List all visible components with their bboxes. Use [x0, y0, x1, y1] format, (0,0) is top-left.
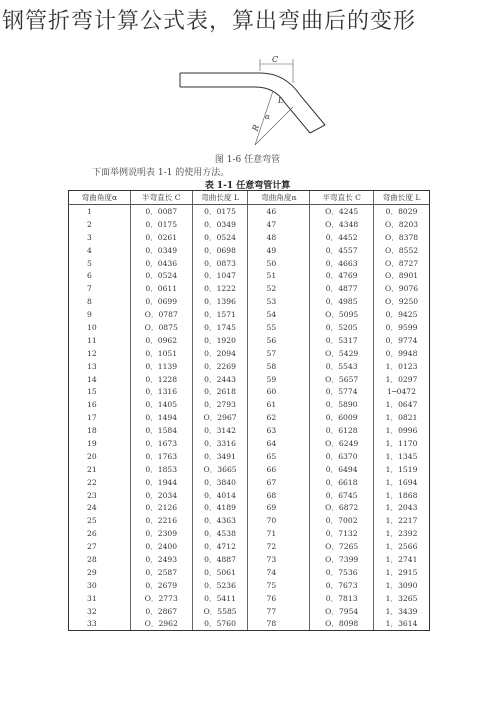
cell-angle: 33 [69, 618, 131, 631]
cell-bend-length: 1．2566 [374, 540, 430, 553]
cell-angle: 70 [248, 514, 310, 527]
cell-angle: 60 [248, 385, 310, 398]
cell-half-straight: 0．1494 [130, 411, 192, 424]
cell-half-straight: 0．5890 [310, 398, 374, 411]
table-row [69, 218, 430, 231]
cell-angle: 59 [248, 373, 310, 386]
table-row [69, 334, 430, 347]
header-half-straight-left: 半弯直长 C [130, 191, 192, 205]
table-row [69, 269, 430, 282]
table-row [69, 321, 430, 334]
cell-bend-length: 1─0472 [374, 385, 430, 398]
table-row [69, 282, 430, 295]
cell-half-straight: O．8098 [310, 618, 374, 631]
cell-half-straight: O．0787 [130, 308, 192, 321]
table-header-row [69, 191, 430, 205]
cell-bend-length: 0．3491 [192, 450, 248, 463]
cell-half-straight: 0．5205 [310, 321, 374, 334]
cell-half-straight: 0．6494 [310, 463, 374, 476]
cell-angle: 27 [69, 540, 131, 553]
cell-angle: 11 [69, 334, 131, 347]
cell-angle: 6 [69, 269, 131, 282]
cell-half-straight: 0．1051 [130, 347, 192, 360]
bend-outer-edge [260, 73, 325, 125]
cell-bend-length: 0．2269 [192, 360, 248, 373]
cell-angle: 20 [69, 450, 131, 463]
cell-half-straight: 0．7002 [310, 514, 374, 527]
table-row [69, 385, 430, 398]
cell-half-straight: O．4348 [310, 218, 374, 231]
cell-half-straight: O．4245 [310, 205, 374, 218]
cell-bend-length: 0．1222 [192, 282, 248, 295]
table-row [69, 244, 430, 257]
header-angle-left: 弯曲角度α [69, 191, 131, 205]
cell-bend-length: 0．1047 [192, 269, 248, 282]
cell-half-straight: 0．5543 [310, 360, 374, 373]
table-row [69, 257, 430, 270]
cell-angle: 76 [248, 592, 310, 605]
cell-half-straight: 0．4557 [310, 244, 374, 257]
cell-bend-length: 1．0123 [374, 360, 430, 373]
cell-half-straight: 0．7132 [310, 527, 374, 540]
cell-half-straight: 0．2679 [130, 579, 192, 592]
cell-half-straight: O．5095 [310, 308, 374, 321]
table-row [69, 592, 430, 605]
table-row [69, 501, 430, 514]
cell-half-straight: O．0875 [130, 321, 192, 334]
cell-bend-length: 0．4538 [192, 527, 248, 540]
cell-half-straight: 0．1763 [130, 450, 192, 463]
cell-bend-length: 0．0873 [192, 257, 248, 270]
cell-half-straight: 0．2216 [130, 514, 192, 527]
cell-half-straight: 0．2034 [130, 489, 192, 502]
cell-half-straight: O．2773 [130, 592, 192, 605]
cell-bend-length: 0．0349 [192, 218, 248, 231]
cell-angle: 74 [248, 566, 310, 579]
cell-half-straight: O．7265 [310, 540, 374, 553]
figure-caption: 图 1-6 任意弯管 [214, 155, 281, 165]
cell-angle: 2 [69, 218, 131, 231]
table-row [69, 424, 430, 437]
cell-angle: 62 [248, 411, 310, 424]
label-c: C [272, 55, 279, 64]
label-l: L [278, 96, 284, 105]
cell-bend-length: 0．9948 [374, 347, 430, 360]
cell-angle: 13 [69, 360, 131, 373]
cell-angle: 68 [248, 489, 310, 502]
cell-angle: 26 [69, 527, 131, 540]
cell-half-straight: 0．1316 [130, 385, 192, 398]
cell-bend-length: 1．0821 [374, 411, 430, 424]
cell-bend-length: 0．2618 [192, 385, 248, 398]
table-row [69, 489, 430, 502]
cell-angle: 12 [69, 347, 131, 360]
cell-bend-length: 0．4363 [192, 514, 248, 527]
cell-angle: 71 [248, 527, 310, 540]
cell-bend-length: 1．3439 [374, 605, 430, 618]
cell-half-straight: O．6249 [310, 437, 374, 450]
cell-half-straight: 0．1944 [130, 476, 192, 489]
cell-angle: 32 [69, 605, 131, 618]
cell-bend-length: O．8727 [374, 257, 430, 270]
cell-bend-length: 1．0647 [374, 398, 430, 411]
cell-angle: 14 [69, 373, 131, 386]
cell-bend-length: O．8552 [374, 244, 430, 257]
bend-inner-edge [255, 87, 310, 133]
cell-angle: 78 [248, 618, 310, 631]
cell-bend-length: 0．3316 [192, 437, 248, 450]
table-row [69, 540, 430, 553]
cell-angle: 25 [69, 514, 131, 527]
cell-half-straight: 0．6618 [310, 476, 374, 489]
cell-angle: 53 [248, 295, 310, 308]
cell-bend-length: 1．3265 [374, 592, 430, 605]
table-row [69, 398, 430, 411]
cell-half-straight: 0．7536 [310, 566, 374, 579]
cell-angle: 29 [69, 566, 131, 579]
cell-angle: 21 [69, 463, 131, 476]
cell-bend-length: 0．9425 [374, 308, 430, 321]
cell-angle: 3 [69, 231, 131, 244]
cell-half-straight: O．6872 [310, 501, 374, 514]
cell-half-straight: 0．6009 [310, 411, 374, 424]
cell-angle: 58 [248, 360, 310, 373]
cell-half-straight: 0．2126 [130, 501, 192, 514]
cell-angle: 77 [248, 605, 310, 618]
cell-bend-length: 1．2915 [374, 566, 430, 579]
cell-bend-length: 1．1519 [374, 463, 430, 476]
cell-angle: 57 [248, 347, 310, 360]
cell-bend-length: O．2967 [192, 411, 248, 424]
cell-half-straight: 0．1228 [130, 373, 192, 386]
cell-bend-length: 0．4014 [192, 489, 248, 502]
cell-angle: 31 [69, 592, 131, 605]
cell-bend-length: 0．5236 [192, 579, 248, 592]
cell-half-straight: 0．2309 [130, 527, 192, 540]
header-bend-length-right: 弯曲长度 L [374, 191, 430, 205]
cell-angle: 4 [69, 244, 131, 257]
cell-half-straight: 0．4877 [310, 282, 374, 295]
cell-half-straight: 0．1853 [130, 463, 192, 476]
cell-half-straight: 0．1673 [130, 437, 192, 450]
table-row [69, 566, 430, 579]
header-angle-right: 弯曲角度α [248, 191, 310, 205]
cell-half-straight: 0．7673 [310, 579, 374, 592]
cell-bend-length: 1．2217 [374, 514, 430, 527]
table-row [69, 618, 430, 631]
label-r: R [250, 123, 262, 133]
cell-angle: 7 [69, 282, 131, 295]
cell-half-straight: 0．0349 [130, 244, 192, 257]
cell-angle: 16 [69, 398, 131, 411]
table-row [69, 360, 430, 373]
cell-bend-length: O．9250 [374, 295, 430, 308]
cell-bend-length: 0．1920 [192, 334, 248, 347]
cell-bend-length: 1．0297 [374, 373, 430, 386]
cell-half-straight: 0．2867 [130, 605, 192, 618]
cell-half-straight: 0．2400 [130, 540, 192, 553]
bend-end-edge [310, 125, 325, 133]
cell-angle: 64 [248, 437, 310, 450]
label-alpha: α [265, 113, 270, 121]
cell-half-straight: O．7399 [310, 553, 374, 566]
table-row [69, 463, 430, 476]
cell-bend-length: 0．3840 [192, 476, 248, 489]
cell-half-straight: 0．4985 [310, 295, 374, 308]
cell-bend-length: 0．9599 [374, 321, 430, 334]
table-row [69, 411, 430, 424]
table-row [69, 527, 430, 540]
cell-half-straight: 0．5774 [310, 385, 374, 398]
cell-angle: 56 [248, 334, 310, 347]
cell-bend-length: 0．0524 [192, 231, 248, 244]
cell-half-straight: 0．6128 [310, 424, 374, 437]
cell-bend-length: 1．1170 [374, 437, 430, 450]
cell-angle: 10 [69, 321, 131, 334]
cell-bend-length: 0．4712 [192, 540, 248, 553]
cell-half-straight: 0．6370 [310, 450, 374, 463]
cell-bend-length: 0．3142 [192, 424, 248, 437]
cell-bend-length: O．5585 [192, 605, 248, 618]
cell-angle: 28 [69, 553, 131, 566]
table-row [69, 308, 430, 321]
cell-half-straight: 0．0087 [130, 205, 192, 218]
cell-bend-length: 0．2094 [192, 347, 248, 360]
cell-angle: 1 [69, 205, 131, 218]
cell-angle: 24 [69, 501, 131, 514]
table-row [69, 437, 430, 450]
table-title: 表 1-1 任意弯管计算 [204, 181, 291, 191]
cell-angle: 48 [248, 231, 310, 244]
cell-bend-length: 1．2043 [374, 501, 430, 514]
cell-bend-length: 1．0996 [374, 424, 430, 437]
cell-bend-length: 1．1694 [374, 476, 430, 489]
cell-bend-length: 0．5411 [192, 592, 248, 605]
cell-angle: 66 [248, 463, 310, 476]
cell-angle: 19 [69, 437, 131, 450]
cell-angle: 46 [248, 205, 310, 218]
cell-half-straight: 0．0699 [130, 295, 192, 308]
table-row [69, 605, 430, 618]
cell-bend-length: O．3665 [192, 463, 248, 476]
cell-half-straight: 0．1139 [130, 360, 192, 373]
cell-angle: 17 [69, 411, 131, 424]
cell-angle: 61 [248, 398, 310, 411]
cell-angle: 9 [69, 308, 131, 321]
cell-bend-length: 0．5061 [192, 566, 248, 579]
cell-angle: 69 [248, 501, 310, 514]
cell-half-straight: 0．0611 [130, 282, 192, 295]
table-row [69, 347, 430, 360]
cell-half-straight: 0．2587 [130, 566, 192, 579]
table-row [69, 553, 430, 566]
cell-half-straight: 0．0175 [130, 218, 192, 231]
cell-half-straight: 0．0261 [130, 231, 192, 244]
cell-bend-length: 0．8029 [374, 205, 430, 218]
table-row [69, 514, 430, 527]
cell-half-straight: 0．2493 [130, 553, 192, 566]
cell-angle: 73 [248, 553, 310, 566]
cell-half-straight: O．5429 [310, 347, 374, 360]
cell-angle: 49 [248, 244, 310, 257]
page-headline: 钢管折弯计算公式表，算出弯曲后的变形 [2, 9, 417, 34]
cell-bend-length: 0．1571 [192, 308, 248, 321]
cell-angle: 51 [248, 269, 310, 282]
cell-bend-length: 0．4887 [192, 553, 248, 566]
cell-angle: 18 [69, 424, 131, 437]
cell-half-straight: O．7954 [310, 605, 374, 618]
header-half-straight-right: 半弯直长 C [310, 191, 374, 205]
cell-half-straight: 0．0436 [130, 257, 192, 270]
cell-half-straight: 0．1405 [130, 398, 192, 411]
cell-bend-length: 0．1745 [192, 321, 248, 334]
cell-half-straight: 0．4452 [310, 231, 374, 244]
cell-half-straight: 0．0524 [130, 269, 192, 282]
cell-bend-length: O．9076 [374, 282, 430, 295]
cell-angle: 22 [69, 476, 131, 489]
cell-angle: 55 [248, 321, 310, 334]
cell-bend-length: O．8203 [374, 218, 430, 231]
cell-angle: 65 [248, 450, 310, 463]
bend-pipe-diagram [175, 55, 335, 155]
cell-half-straight: 0．4769 [310, 269, 374, 282]
cell-angle: 52 [248, 282, 310, 295]
cell-bend-length: O．8901 [374, 269, 430, 282]
table-row [69, 205, 430, 218]
cell-angle: 47 [248, 218, 310, 231]
cell-bend-length: 1．1868 [374, 489, 430, 502]
cell-half-straight: 0．1584 [130, 424, 192, 437]
cell-bend-length: 0．4189 [192, 501, 248, 514]
cell-half-straight: O．2962 [130, 618, 192, 631]
cell-bend-length: 0．2443 [192, 373, 248, 386]
intro-text: 下面举例说明表 1-1 的使用方法。 [92, 168, 230, 178]
table-row [69, 373, 430, 386]
cell-angle: 23 [69, 489, 131, 502]
cell-bend-length: 0．1396 [192, 295, 248, 308]
cell-angle: 54 [248, 308, 310, 321]
cell-angle: 8 [69, 295, 131, 308]
cell-angle: 15 [69, 385, 131, 398]
cell-angle: 67 [248, 476, 310, 489]
table-row [69, 231, 430, 244]
cell-bend-length: 0．0175 [192, 205, 248, 218]
cell-bend-length: 0．2793 [192, 398, 248, 411]
cell-bend-length: 0．9774 [374, 334, 430, 347]
table-row [69, 476, 430, 489]
cell-half-straight: O．5657 [310, 373, 374, 386]
table-row [69, 579, 430, 592]
cell-angle: 50 [248, 257, 310, 270]
cell-angle: 75 [248, 579, 310, 592]
cell-bend-length: 0．5760 [192, 618, 248, 631]
table-row [69, 450, 430, 463]
table-row [69, 295, 430, 308]
cell-bend-length: 0．0698 [192, 244, 248, 257]
cell-angle: 5 [69, 257, 131, 270]
cell-angle: 72 [248, 540, 310, 553]
bend-calc-table [68, 190, 430, 631]
cell-bend-length: 1．2741 [374, 553, 430, 566]
cell-bend-length: 1．3614 [374, 618, 430, 631]
cell-bend-length: 1．3090 [374, 579, 430, 592]
cell-angle: 30 [69, 579, 131, 592]
cell-bend-length: 1．1345 [374, 450, 430, 463]
cell-bend-length: O．8378 [374, 231, 430, 244]
cell-half-straight: 0．4663 [310, 257, 374, 270]
cell-half-straight: 0．5317 [310, 334, 374, 347]
cell-half-straight: 0．7813 [310, 592, 374, 605]
cell-half-straight: 0．0962 [130, 334, 192, 347]
cell-angle: 63 [248, 424, 310, 437]
cell-bend-length: 1．2392 [374, 527, 430, 540]
header-bend-length-left: 弯曲长度 L [192, 191, 248, 205]
cell-half-straight: 0．6745 [310, 489, 374, 502]
